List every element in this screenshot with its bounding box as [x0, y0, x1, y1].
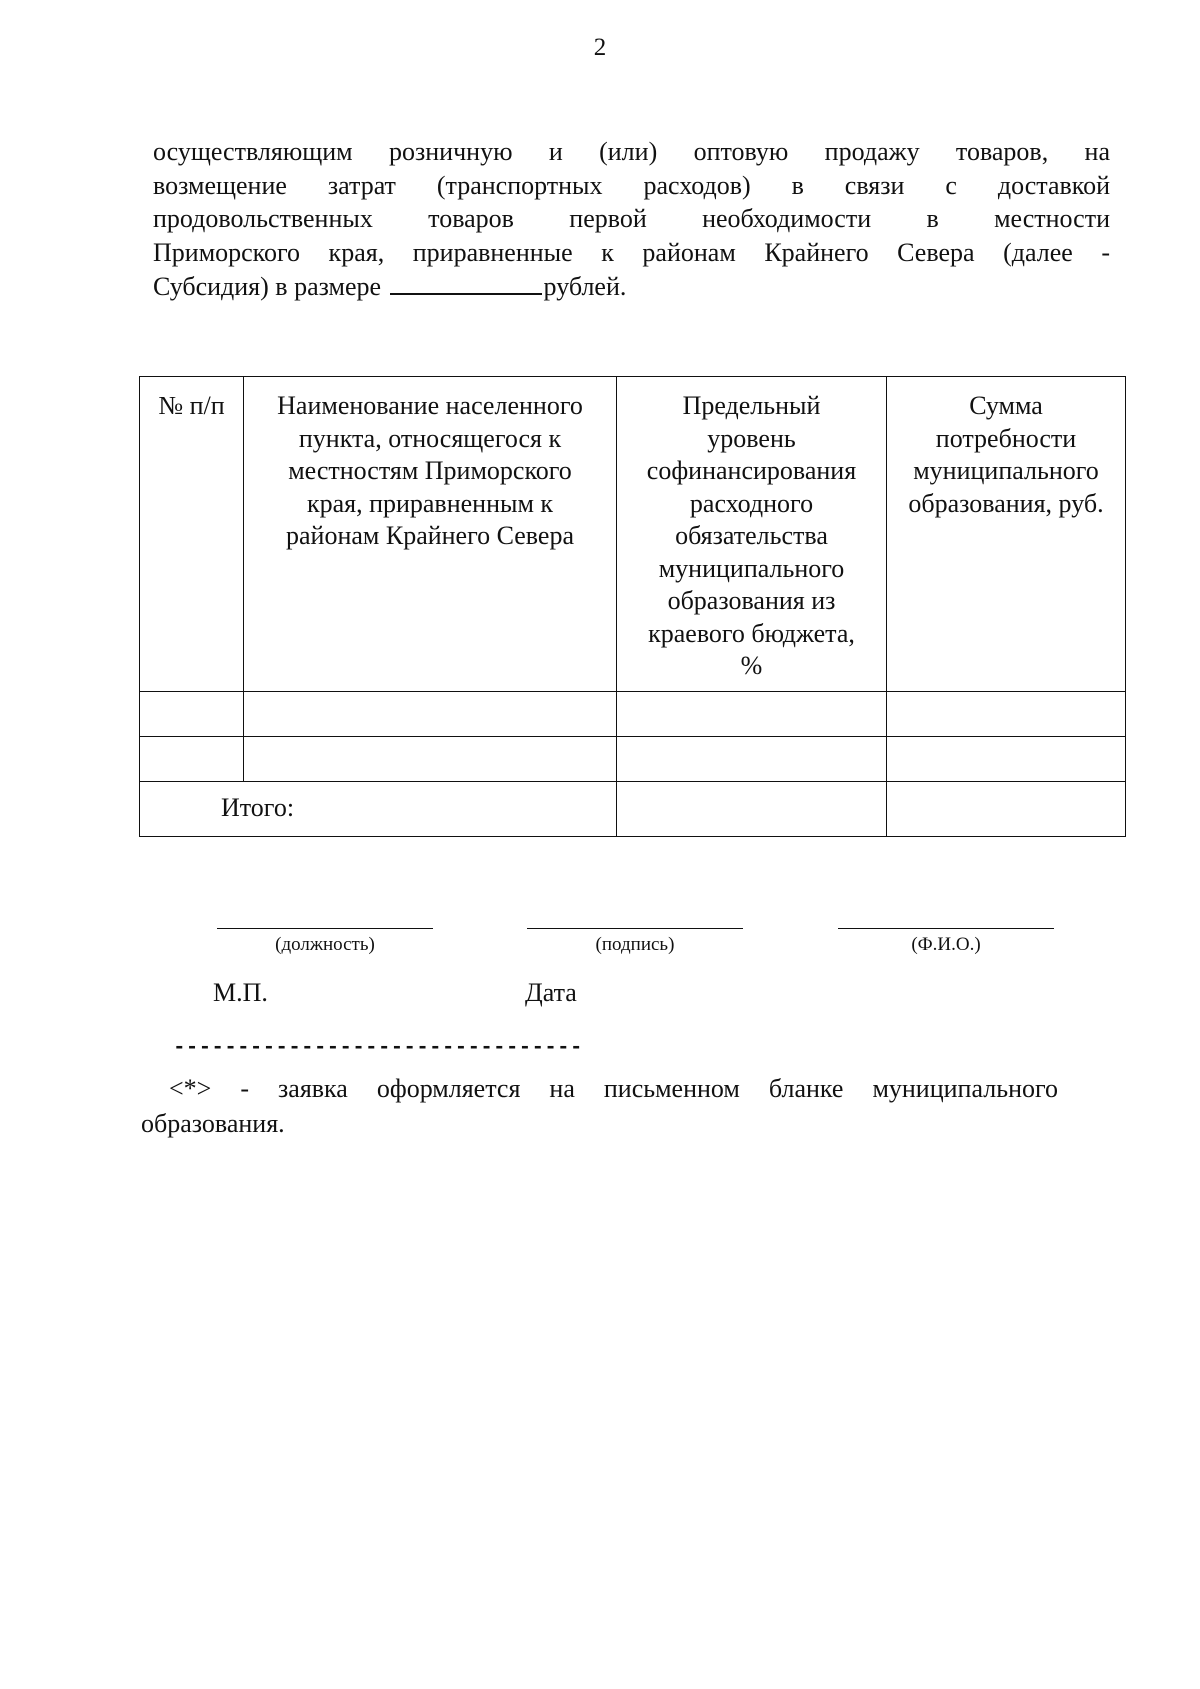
intro-line: Приморского края, приравненные к районам Крайнего Севера (далее - — [153, 237, 1110, 267]
table-cell — [244, 691, 617, 736]
header-line: Наименование населенного — [277, 391, 583, 420]
header-line: образования из — [667, 586, 836, 615]
stamp-label: М.П. — [213, 978, 268, 1007]
header-line: муниципального — [913, 456, 1099, 485]
intro-line: осуществляющим розничную и (или) оптовую продажу товаров, на — [153, 137, 1110, 166]
intro-line: возмещение затрат (транспортных расходов) в связи с доставкой — [153, 170, 1110, 200]
header-line: края, приравненным к — [306, 488, 554, 518]
footnote — [141, 1071, 1058, 1141]
header-line: Сумма — [969, 391, 1043, 420]
name-label: (Ф.И.О.) — [911, 934, 981, 955]
header-line: расходного — [689, 488, 814, 518]
table-row — [140, 691, 1126, 736]
footnote-separator: -------------------------------- — [173, 1037, 583, 1060]
table-cell — [140, 691, 244, 736]
header-line: софинансирования — [646, 456, 857, 485]
header-line: обязательства — [675, 521, 828, 550]
table-cell — [617, 691, 887, 736]
signature-label: (подпись) — [595, 934, 675, 955]
table-cell — [617, 736, 887, 781]
table-cell — [244, 736, 617, 781]
table-cell — [887, 691, 1126, 736]
page-number: 2 — [593, 34, 607, 61]
currency-label: рублей. — [543, 272, 627, 301]
date-label: Дата — [525, 978, 577, 1007]
header-line: образования, руб. — [908, 488, 1104, 518]
position-label: (должность) — [275, 934, 375, 955]
header-need-sum — [887, 377, 1126, 692]
table-cell — [140, 736, 244, 781]
intro-line: продовольственных товаров первой необходимости в местности — [153, 204, 1110, 233]
table-cell — [617, 781, 887, 836]
header-number — [140, 377, 244, 692]
header-settlement — [244, 377, 617, 692]
needs-table — [139, 376, 1126, 837]
amount-blank — [390, 269, 542, 295]
position-line — [217, 928, 433, 929]
header-line: потребности — [935, 423, 1077, 453]
header-line: пункта, относящегося к — [298, 423, 562, 453]
header-line: Предельный — [682, 391, 821, 420]
intro-paragraph — [153, 135, 1110, 304]
subsidy-label: Субсидия) в размере — [153, 272, 382, 301]
table-cell — [887, 781, 1126, 836]
table-row — [140, 736, 1126, 781]
header-line: районам Крайнего Севера — [285, 521, 575, 550]
footnote-line: <*> - заявка оформляется на письменном бланке муниципального — [169, 1074, 1058, 1103]
table-header-row — [140, 377, 1126, 692]
intro-line-last — [153, 269, 1110, 304]
header-line: уровень — [707, 423, 796, 453]
table-total-row — [140, 781, 1126, 836]
header-line: № п/п — [158, 391, 225, 420]
footnote-line: образования. — [141, 1109, 285, 1138]
name-line — [838, 928, 1054, 929]
header-line: муниципального — [658, 553, 845, 583]
header-cofinancing-level — [617, 377, 887, 692]
header-line: краевого бюджета, — [648, 618, 855, 648]
table-cell — [887, 736, 1126, 781]
total-label: Итого: — [140, 781, 617, 836]
signature-line — [527, 928, 743, 929]
header-line: % — [740, 651, 763, 680]
header-line: местностям Приморского — [288, 456, 572, 485]
